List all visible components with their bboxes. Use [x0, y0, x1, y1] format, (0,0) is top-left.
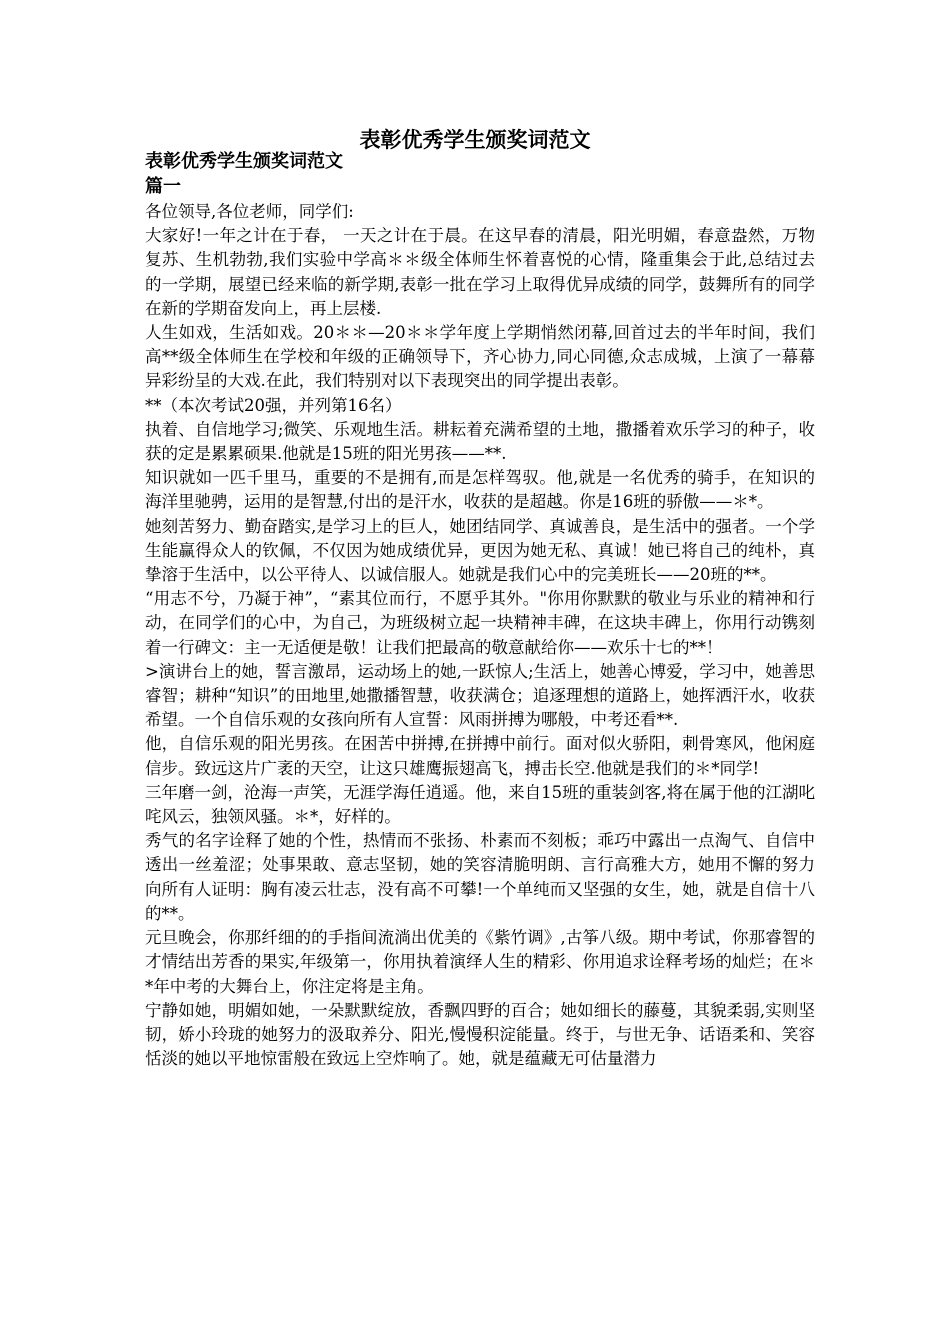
- paragraph: 各位领导,各位老师，同学们:: [145, 202, 354, 221]
- paragraph: 秀气的名字诠释了她的个性，热情而不张扬、朴素而不刻板；乖巧中露出一点淘气、自信中透出一丝羞涩；处事果敢、意志坚韧，她的笑容清脆明朗、言行高雅大方，她用不懈的努力向所有人证明：胸有凌云壮志，没有高不可攀!一个单纯而又坚强的女生，她，就是自信十八的**。: [145, 831, 815, 923]
- paragraph: 执着、自信地学习;微笑、乐观地生活。耕耘着充满希望的土地，撒播着欢乐学习的种子，收获的定是累累硕果.他就是15班的阳光男孩——**.: [145, 419, 815, 464]
- paragraph: 大家好!一年之计在于春， 一天之计在于晨。在这早春的清晨，阳光明媚，春意盎然，万物复苏、生机勃勃,我们实验中学高＊＊级全体师生怀着喜悦的心情，隆重集会于此,总结过去的一学期，展望已经来临的新学期,表彰一批在学习上取得优异成绩的同学，鼓舞所有的同学在新的学期奋发向上，再上层楼.: [145, 226, 815, 318]
- section-heading: 篇一: [145, 176, 181, 197]
- paragraph: 宁静如她，明媚如她，一朵默默绽放，香飘四野的百合；她如细长的藤蔓，其貌柔弱,实则坚韧，娇小玲珑的她努力的汲取养分、阳光,慢慢积淀能量。终于，与世无争、话语柔和、笑容恬淡的她以平地惊雷般在致远上空炸响了。她，就是蕴藏无可估量潜力: [145, 1000, 815, 1069]
- paragraph: 元旦晚会，你那纤细的的手指间流淌出优美的《紫竹调》,古筝八级。期中考试，你那睿智的才情结出芳香的果实,年级第一，你用执着演绎人生的精彩、你用追求诠释考场的灿烂；在＊*年中考的大舞台上，你注定将是主角。: [145, 928, 815, 996]
- paragraph: 人生如戏，生活如戏。20＊＊—20＊＊学年度上学期悄然闭幕,回首过去的半年时间，我们高**级全体师生在学校和年级的正确领导下，齐心协力,同心同德,众志成城，上演了一幕幕异彩纷呈的大戏.在此，我们特别对以下表现突出的同学提出表彰。: [145, 323, 815, 391]
- paragraph: 三年磨一剑，沧海一声笑，无涯学海任逍遥。他，来自15班的重装剑客,将在属于他的江湖叱咤风云，独领风骚。＊*，好样的。: [145, 782, 815, 827]
- paragraph: 知识就如一匹千里马，重要的不是拥有,而是怎样驾驭。他,就是一名优秀的骑手，在知识的海洋里驰骋，运用的是智慧,付出的是汗水，收获的是超越。你是16班的骄傲——＊*。: [145, 468, 815, 512]
- paragraph: **（本次考试20强，并列第16名）: [145, 395, 402, 415]
- paragraph: 她刻苦努力、勤奋踏实,是学习上的巨人，她团结同学、真诚善良，是生活中的强者。一个学生能赢得众人的钦佩，不仅因为她成绩优异，更因为她无私、真诚！她已将自己的纯朴，真挚溶于生活中，以公平待人、以诚信服人。她就是我们心中的完美班长——20班的**。: [145, 516, 815, 585]
- document-body: [145, 150, 815, 1071]
- paragraph: 他，自信乐观的阳光男孩。在困苦中拼搏,在拼搏中前行。面对似火骄阳，刺骨寒风，他闲庭信步。致远这片广袤的天空，让这只雄鹰振翅高飞，搏击长空.他就是我们的＊*同学!: [145, 734, 815, 778]
- document-subtitle: 表彰优秀学生颁奖词范文: [145, 151, 343, 172]
- document-title: 表彰优秀学生颁奖词范文: [359, 127, 591, 152]
- paragraph: “用志不兮，乃凝于神”，“素其位而行，不愿乎其外。"你用你默默的敬业与乐业的精神和行动，在同学们的心中，为自己，为班级树立起一块精神丰碑，在这块丰碑上，你用行动镌刻着一行碑文：主一无适便是敬！让我们把最高的敬意献给你——欢乐十七的**！: [145, 589, 815, 657]
- paragraph: >演讲台上的她，誓言激昂，运动场上的她,一跃惊人;生活上，她善心博爱，学习中，她善思睿智；耕种“知识”的田地里,她撒播智慧，收获满仓；追逐理想的道路上，她挥洒汗水，收获希望。一个自信乐观的女孩向所有人宣誓：风雨拼搏为哪般，中考还看**.: [145, 661, 815, 730]
